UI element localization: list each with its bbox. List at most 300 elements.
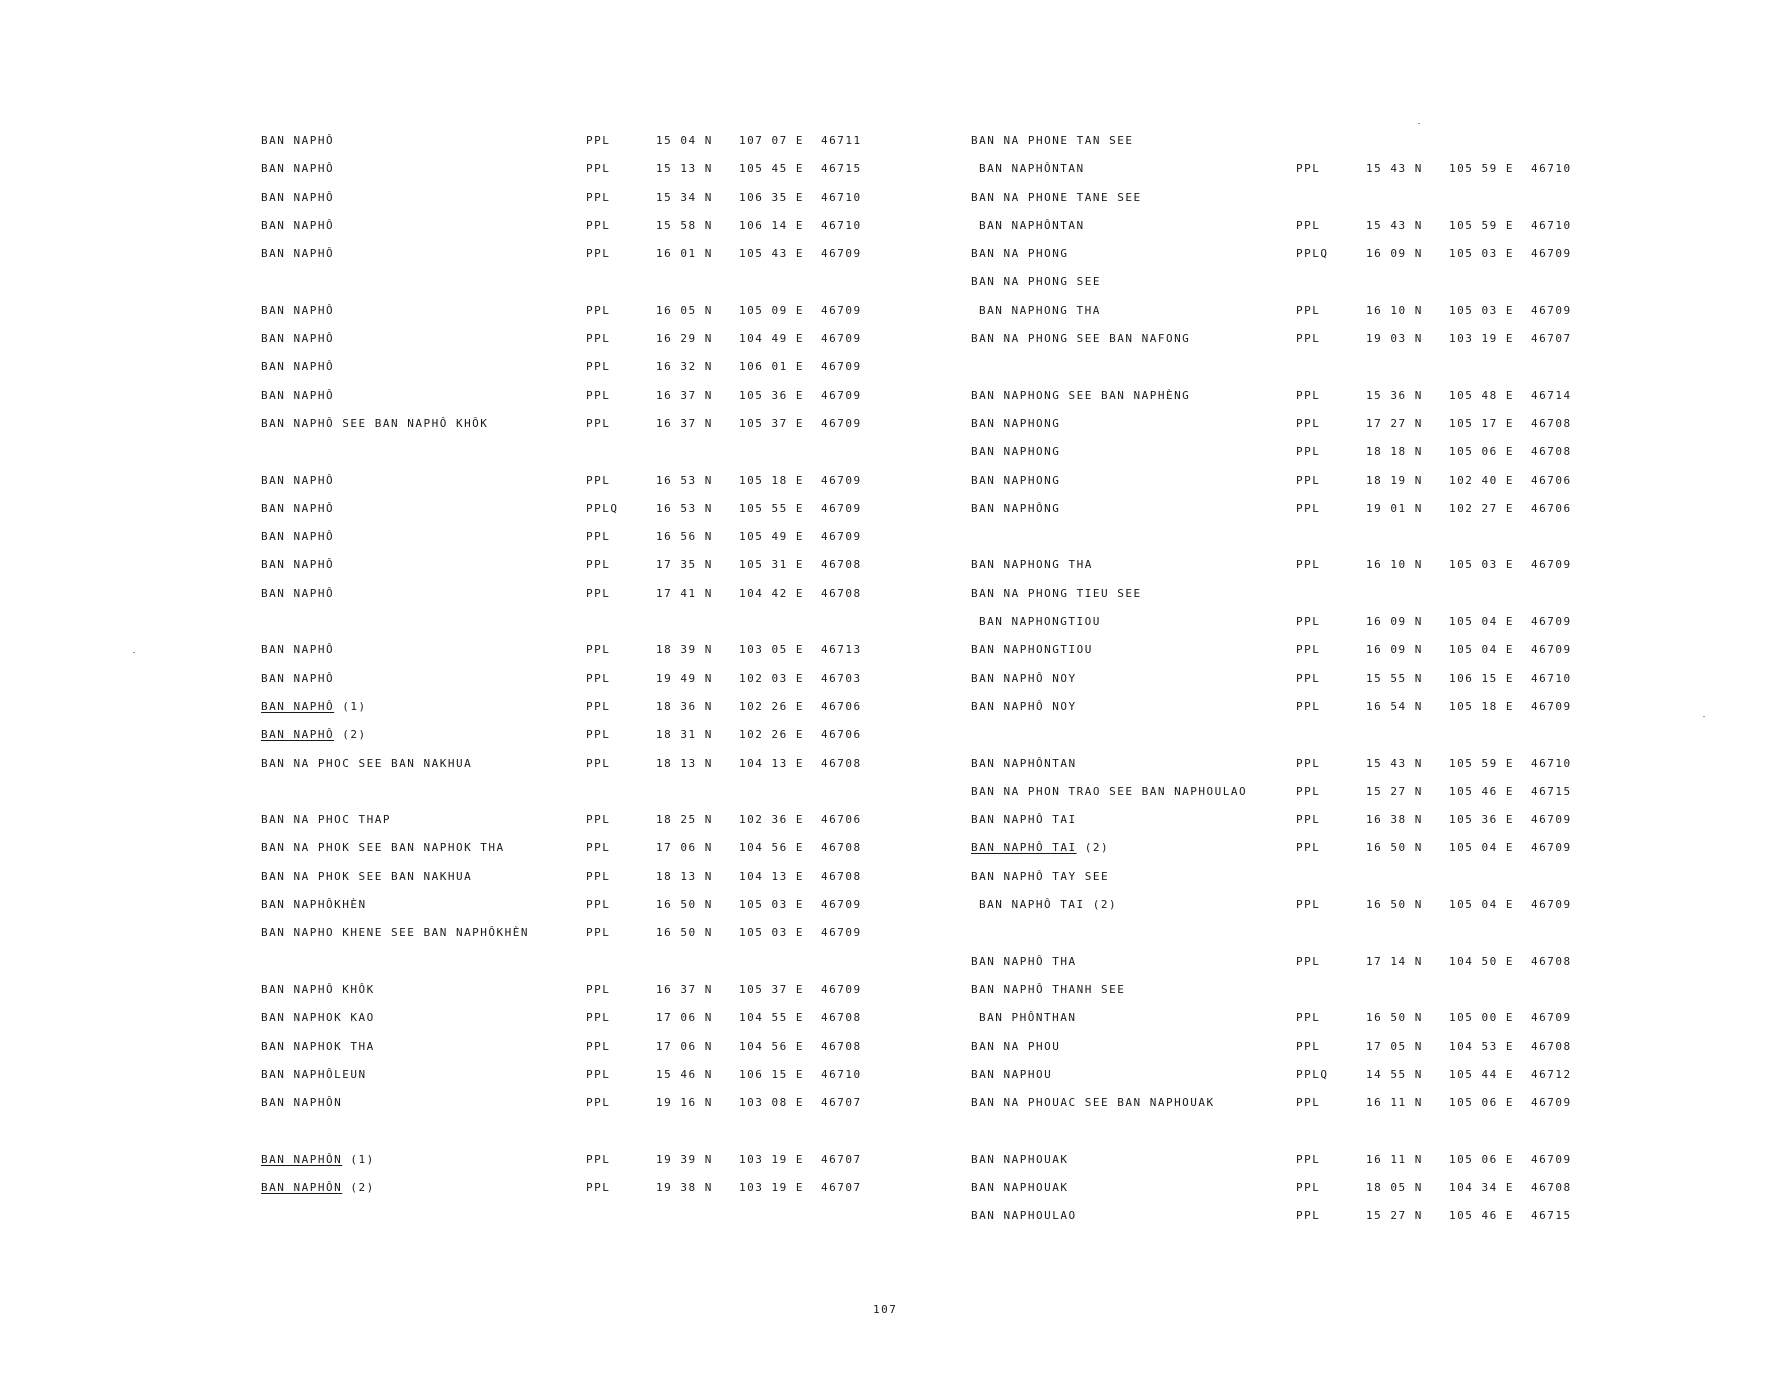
map-sheet: 46709 [1531,643,1572,657]
longitude: 106 35 E [739,190,804,204]
place-name: BAN NAPHONG [971,473,1061,487]
map-sheet: 46708 [1531,1039,1572,1053]
latitude: 17 35 N [656,558,713,572]
longitude: 106 01 E [739,360,804,374]
map-sheet: 46712 [1531,1067,1572,1081]
latitude: 19 39 N [656,1152,713,1166]
latitude: 15 27 N [1366,1209,1423,1223]
place-name: BAN NA PHONE TAN SEE [971,134,1134,147]
feature-type: PPL [586,586,611,600]
latitude: 18 13 N [656,869,713,883]
latitude: 16 50 N [1366,898,1423,912]
feature-type: PPL [1296,1180,1321,1194]
place-name: BAN NA PHONG SEE [971,275,1101,289]
latitude: 15 36 N [1366,388,1423,402]
map-sheet: 46710 [1531,756,1572,770]
map-sheet: 46706 [821,813,862,827]
longitude: 105 37 E [739,416,804,430]
map-sheet: 46708 [1531,445,1572,459]
feature-type: PPL [586,247,611,261]
place-name: BAN NAPHÔKHÈN [261,898,367,912]
map-sheet: 46709 [1531,615,1572,629]
latitude: 15 43 N [1366,756,1423,770]
latitude: 15 55 N [1366,671,1423,685]
map-sheet: 46710 [821,1067,862,1081]
longitude: 105 03 E [1449,247,1514,261]
map-sheet: 46707 [821,1096,862,1110]
place-name: BAN NAPHONG THA [971,558,1093,572]
feature-type: PPL [1296,388,1321,402]
map-sheet: 46708 [1531,416,1572,430]
map-sheet: 46706 [1531,473,1572,487]
map-sheet: 46707 [1531,332,1572,346]
latitude: 16 11 N [1366,1096,1423,1110]
longitude: 105 04 E [1449,615,1514,629]
place-name: BAN NAPHÔN (2) [261,1180,375,1194]
place-name: BAN NA PHOC SEE BAN NAKHUA [261,756,473,770]
map-sheet: 46706 [821,699,862,713]
longitude: 105 45 E [739,162,804,176]
latitude: 16 29 N [656,332,713,346]
longitude: 103 19 E [739,1180,804,1194]
latitude: 19 03 N [1366,332,1423,346]
place-name: BAN NAPHÔN [261,1096,343,1110]
map-sheet: 46709 [821,388,862,402]
place-name: BAN NA PHOUAC SEE BAN NAPHOUAK [971,1096,1215,1110]
place-name: BAN NAPHÔ TAI [971,813,1077,827]
longitude: 104 13 E [739,756,804,770]
longitude: 105 06 E [1449,445,1514,459]
longitude: 105 03 E [739,926,804,940]
place-name: BAN NAPHÔ TAI (2) [979,898,1118,912]
longitude: 104 42 E [739,586,804,600]
feature-type: PPL [1296,501,1321,515]
feature-type: PPL [586,360,611,374]
place-name: BAN NA PHOK SEE BAN NAPHOK THA [261,841,505,855]
place-name: BAN NAPHOULAO [971,1209,1077,1223]
feature-type: PPL [1296,303,1321,317]
feature-type: PPL [1296,784,1321,798]
longitude: 102 27 E [1449,501,1514,515]
map-sheet: 46709 [821,416,862,430]
latitude: 14 55 N [1366,1067,1423,1081]
feature-type: PPL [1296,813,1321,827]
map-sheet: 46710 [821,190,862,204]
latitude: 17 14 N [1366,954,1423,968]
feature-type: PPL [586,728,611,742]
longitude: 105 48 E [1449,388,1514,402]
map-sheet: 46715 [821,162,862,176]
latitude: 17 41 N [656,586,713,600]
map-sheet: 46707 [821,1180,862,1194]
place-name: BAN NAPHONG SEE BAN NAPHÈNG [971,388,1191,402]
map-sheet: 46709 [821,303,862,317]
map-sheet: 46709 [821,982,862,996]
map-sheet: 46714 [1531,388,1572,402]
feature-type: PPL [586,813,611,827]
feature-type: PPL [1296,898,1321,912]
place-name: BAN NAPHONG [971,445,1061,459]
map-sheet: 46709 [1531,1011,1572,1025]
place-name: BAN NAPHONGTIOU [971,643,1093,657]
place-name: BAN NAPHÔ [261,671,335,685]
feature-type: PPL [1296,1011,1321,1025]
latitude: 16 37 N [656,416,713,430]
longitude: 105 00 E [1449,1011,1514,1025]
place-name: BAN NAPHÔ TAY SEE [971,869,1110,883]
feature-type: PPL [1296,643,1321,657]
map-sheet: 46709 [821,247,862,261]
longitude: 103 19 E [1449,332,1514,346]
map-sheet: 46708 [821,756,862,770]
place-name: BAN NAPHO KHENE SEE BAN NAPHÔKHÈN [261,926,530,940]
place-name: BAN NAPHÔ THANH SEE [971,982,1126,996]
place-name: BAN NAPHÔNTAN [979,162,1085,176]
place-name: BAN NA PHOU [971,1039,1061,1053]
feature-type: PPL [586,190,611,204]
place-name: BAN NA PHONG TIEU SEE [971,586,1142,600]
place-name: BAN NAPHÔ SEE BAN NAPHÔ KHÔK [261,416,489,430]
map-sheet: 46710 [1531,671,1572,685]
scan-speck [1418,123,1420,124]
latitude: 18 31 N [656,728,713,742]
longitude: 105 03 E [1449,558,1514,572]
map-sheet: 46709 [821,473,862,487]
feature-type: PPL [586,1039,611,1053]
longitude: 105 49 E [739,530,804,544]
map-sheet: 46715 [1531,784,1572,798]
place-name: BAN NAPHÔ NOY [971,671,1077,685]
place-name: BAN NAPHÔ THA [971,954,1077,968]
feature-type: PPL [1296,416,1321,430]
feature-type: PPL [586,134,611,147]
map-sheet: 46708 [821,1039,862,1053]
latitude: 18 19 N [1366,473,1423,487]
latitude: 16 50 N [1366,841,1423,855]
feature-type: PPL [1296,841,1321,855]
place-name: BAN NAPHÔ NOY [971,699,1077,713]
place-name: BAN NAPHÔ [261,643,335,657]
feature-type: PPL [1296,558,1321,572]
map-sheet: 46709 [821,501,862,515]
longitude: 104 50 E [1449,954,1514,968]
place-name: BAN NA PHON TRAO SEE BAN NAPHOULAO [971,784,1248,798]
place-name: BAN NAPHONG [971,416,1061,430]
latitude: 18 36 N [656,699,713,713]
place-name: BAN NAPHOK KAO [261,1011,375,1025]
map-sheet: 46709 [821,898,862,912]
place-name: BAN NAPHÔ [261,190,335,204]
longitude: 102 26 E [739,699,804,713]
place-name: BAN NAPHÔNTAN [971,756,1077,770]
feature-type: PPLQ [1296,1067,1329,1081]
feature-type: PPL [586,473,611,487]
place-name: BAN NAPHÔ [261,162,335,176]
map-sheet: 46709 [1531,841,1572,855]
map-sheet: 46708 [1531,1180,1572,1194]
longitude: 105 37 E [739,982,804,996]
map-sheet: 46708 [1531,954,1572,968]
place-name: BAN NA PHOK SEE BAN NAKHUA [261,869,473,883]
latitude: 17 06 N [656,1011,713,1025]
map-sheet: 46709 [1531,247,1572,261]
longitude: 104 13 E [739,869,804,883]
map-sheet: 46713 [821,643,862,657]
longitude: 105 55 E [739,501,804,515]
longitude: 105 46 E [1449,784,1514,798]
longitude: 104 53 E [1449,1039,1514,1053]
map-sheet: 46710 [821,218,862,232]
place-name: BAN NAPHÔLEUN [261,1067,367,1081]
map-sheet: 46703 [821,671,862,685]
place-name: BAN NA PHONG [971,247,1069,261]
latitude: 16 05 N [656,303,713,317]
map-sheet: 46709 [1531,558,1572,572]
latitude: 15 58 N [656,218,713,232]
feature-type: PPL [1296,1152,1321,1166]
feature-type: PPL [586,982,611,996]
longitude: 102 03 E [739,671,804,685]
place-name: BAN NA PHONG SEE BAN NAFONG [971,332,1191,346]
latitude: 15 46 N [656,1067,713,1081]
longitude: 102 40 E [1449,473,1514,487]
feature-type: PPL [1296,473,1321,487]
place-name: BAN NAPHÔ TAI (2) [971,841,1110,855]
longitude: 105 31 E [739,558,804,572]
map-sheet: 46709 [1531,898,1572,912]
longitude: 105 44 E [1449,1067,1514,1081]
feature-type: PPL [586,1152,611,1166]
feature-type: PPL [586,699,611,713]
map-sheet: 46709 [1531,699,1572,713]
longitude: 105 46 E [1449,1209,1514,1223]
place-name: BAN NAPHÔ [261,360,335,374]
place-name: BAN NAPHÔ [261,134,335,147]
feature-type: PPL [586,1180,611,1194]
feature-type: PPLQ [586,501,619,515]
place-name: BAN NAPHÔ [261,247,335,261]
longitude: 106 15 E [739,1067,804,1081]
latitude: 16 09 N [1366,615,1423,629]
longitude: 103 08 E [739,1096,804,1110]
latitude: 18 05 N [1366,1180,1423,1194]
feature-type: PPL [586,869,611,883]
feature-type: PPL [586,530,611,544]
feature-type: PPL [1296,671,1321,685]
place-name: BAN NAPHÔ [261,388,335,402]
latitude: 15 27 N [1366,784,1423,798]
latitude: 16 37 N [656,982,713,996]
feature-type: PPL [586,898,611,912]
longitude: 105 03 E [1449,303,1514,317]
latitude: 18 18 N [1366,445,1423,459]
latitude: 16 01 N [656,247,713,261]
latitude: 19 16 N [656,1096,713,1110]
feature-type: PPL [586,756,611,770]
longitude: 107 07 E [739,134,804,147]
place-name: BAN PHÔNTHAN [979,1011,1077,1025]
latitude: 16 09 N [1366,247,1423,261]
feature-type: PPL [586,671,611,685]
latitude: 16 37 N [656,388,713,402]
latitude: 16 53 N [656,501,713,515]
feature-type: PPL [586,1011,611,1025]
feature-type: PPL [1296,218,1321,232]
latitude: 16 54 N [1366,699,1423,713]
longitude: 105 59 E [1449,756,1514,770]
latitude: 16 56 N [656,530,713,544]
latitude: 18 13 N [656,756,713,770]
longitude: 105 59 E [1449,218,1514,232]
latitude: 17 05 N [1366,1039,1423,1053]
latitude: 18 25 N [656,813,713,827]
latitude: 15 13 N [656,162,713,176]
place-name: BAN NAPHOUAK [971,1152,1069,1166]
latitude: 17 06 N [656,841,713,855]
latitude: 16 50 N [1366,1011,1423,1025]
map-sheet: 46709 [1531,813,1572,827]
map-sheet: 46709 [821,332,862,346]
feature-type: PPL [586,332,611,346]
map-sheet: 46710 [1531,218,1572,232]
map-sheet: 46706 [1531,501,1572,515]
place-name: BAN NAPHÔ [261,586,335,600]
feature-type: PPL [1296,1209,1321,1223]
feature-type: PPL [586,558,611,572]
longitude: 105 36 E [1449,813,1514,827]
scan-speck [1703,716,1705,717]
place-name: BAN NAPHÔ [261,530,335,544]
latitude: 17 27 N [1366,416,1423,430]
longitude: 102 36 E [739,813,804,827]
place-name: BAN NA PHONE TANE SEE [971,190,1142,204]
feature-type: PPL [1296,162,1321,176]
feature-type: PPL [1296,699,1321,713]
latitude: 16 38 N [1366,813,1423,827]
feature-type: PPL [1296,332,1321,346]
latitude: 16 11 N [1366,1152,1423,1166]
feature-type: PPL [1296,756,1321,770]
place-name: BAN NAPHOU [971,1067,1053,1081]
map-sheet: 46709 [1531,1096,1572,1110]
feature-type: PPL [586,1096,611,1110]
feature-type: PPL [1296,1039,1321,1053]
longitude: 104 49 E [739,332,804,346]
longitude: 105 59 E [1449,162,1514,176]
feature-type: PPL [586,162,611,176]
map-sheet: 46709 [821,530,862,544]
place-name: BAN NAPHONGTIOU [979,615,1101,629]
map-sheet: 46709 [1531,303,1572,317]
longitude: 105 04 E [1449,643,1514,657]
place-name: BAN NA PHOC THAP [261,813,391,827]
latitude: 16 10 N [1366,303,1423,317]
place-name: BAN NAPHÔ [261,473,335,487]
longitude: 102 26 E [739,728,804,742]
longitude: 105 18 E [1449,699,1514,713]
longitude: 103 05 E [739,643,804,657]
feature-type: PPLQ [1296,247,1329,261]
longitude: 106 14 E [739,218,804,232]
longitude: 105 06 E [1449,1096,1514,1110]
latitude: 19 38 N [656,1180,713,1194]
latitude: 16 50 N [656,926,713,940]
feature-type: PPL [1296,1096,1321,1110]
place-name: BAN NAPHÔNTAN [979,218,1085,232]
longitude: 104 56 E [739,1039,804,1053]
map-sheet: 46709 [1531,1152,1572,1166]
map-sheet: 46708 [821,869,862,883]
map-sheet: 46708 [821,558,862,572]
feature-type: PPL [1296,445,1321,459]
feature-type: PPL [586,218,611,232]
longitude: 105 04 E [1449,841,1514,855]
latitude: 15 34 N [656,190,713,204]
latitude: 19 49 N [656,671,713,685]
map-sheet: 46708 [821,841,862,855]
place-name: BAN NAPHÔ KHÔK [261,982,375,996]
map-sheet: 46706 [821,728,862,742]
place-name: BAN NAPHÔ [261,218,335,232]
feature-type: PPL [586,303,611,317]
page-number: 107 [873,1303,898,1316]
feature-type: PPL [586,1067,611,1081]
map-sheet: 46715 [1531,1209,1572,1223]
feature-type: PPL [586,388,611,402]
feature-type: PPL [1296,615,1321,629]
place-name: BAN NAPHÔ (2) [261,728,367,742]
longitude: 105 17 E [1449,416,1514,430]
feature-type: PPL [586,926,611,940]
latitude: 15 43 N [1366,218,1423,232]
longitude: 105 03 E [739,898,804,912]
longitude: 106 15 E [1449,671,1514,685]
place-name: BAN NAPHOUAK [971,1180,1069,1194]
map-sheet: 46707 [821,1152,862,1166]
latitude: 18 39 N [656,643,713,657]
longitude: 105 09 E [739,303,804,317]
map-sheet: 46710 [1531,162,1572,176]
latitude: 19 01 N [1366,501,1423,515]
longitude: 105 04 E [1449,898,1514,912]
latitude: 15 04 N [656,134,713,147]
scan-speck [133,652,135,653]
place-name: BAN NAPHÔ [261,558,335,572]
map-sheet: 46709 [821,360,862,374]
feature-type: PPL [586,416,611,430]
feature-type: PPL [586,841,611,855]
latitude: 16 50 N [656,898,713,912]
latitude: 15 43 N [1366,162,1423,176]
place-name: BAN NAPHÔN (1) [261,1152,375,1166]
map-sheet: 46708 [821,1011,862,1025]
longitude: 105 18 E [739,473,804,487]
latitude: 16 10 N [1366,558,1423,572]
longitude: 105 36 E [739,388,804,402]
latitude: 17 06 N [656,1039,713,1053]
longitude: 103 19 E [739,1152,804,1166]
longitude: 105 06 E [1449,1152,1514,1166]
longitude: 104 55 E [739,1011,804,1025]
feature-type: PPL [586,643,611,657]
feature-type: PPL [1296,954,1321,968]
longitude: 104 34 E [1449,1180,1514,1194]
place-name: BAN NAPHONG THA [979,303,1101,317]
map-sheet: 46711 [821,134,862,147]
place-name: BAN NAPHÔ [261,332,335,346]
map-sheet: 46709 [821,926,862,940]
latitude: 16 32 N [656,360,713,374]
